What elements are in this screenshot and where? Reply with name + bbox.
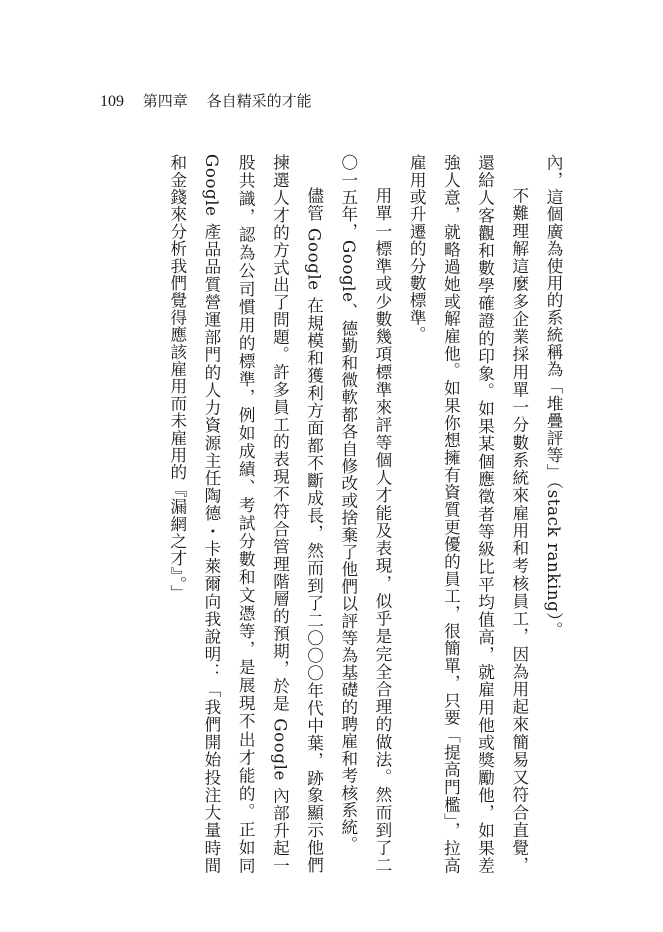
page-body-text [92, 154, 570, 874]
paragraph-4: 儘管 Google 在規模和獲利方面都不斷成長，然而到了二〇〇〇年代中葉，跡象顯示他們揀選人才的方式出了問題。許多員工的表現不符合管理階層的預期，於是 Google 內部升起一股共識，認為公司慣用的標準，例如成績、考試分數和文憑等，是展現不出才能的。正如同 Google 產品品質營運部門的人力資源主任陶德・卡萊爾向我說明：「我們開始投注大量時間和金錢來分析我們覺得應該雇用而未雇用的『漏網之才』。」 [167, 154, 324, 874]
paragraph-3: 用單一標準或少數幾項標準來評等個人才能及表現，似乎是完全合理的做法。然而到了二〇一五年，Google、德勤和微軟都各自修改或捨棄了他們以評等為基礎的聘雇和考核系統。 [338, 154, 392, 874]
page-number: 109 [100, 93, 124, 110]
paragraph-1: 內，這個廣為使用的系統稱為「堆疊評等」（stack ranking）。 [544, 154, 563, 639]
chapter-label: 第四章 [142, 92, 188, 110]
running-header [100, 92, 312, 111]
paragraph-2: 不難理解這麼多企業採用單一分數系統來雇用和考核員工，因為用起來簡易又符合直覺，還給人客觀和數學確證的印象。如果某個應徵者等級比平均值高，就雇用他或獎勵他，如果差強人意，就略過她或解雇他。如果你想擁有資質更優的員工，很簡單，只要「提高門檻」，拉高雇用或升遷的分數標準。 [407, 154, 529, 874]
chapter-title: 各自精采的才能 [206, 92, 312, 110]
